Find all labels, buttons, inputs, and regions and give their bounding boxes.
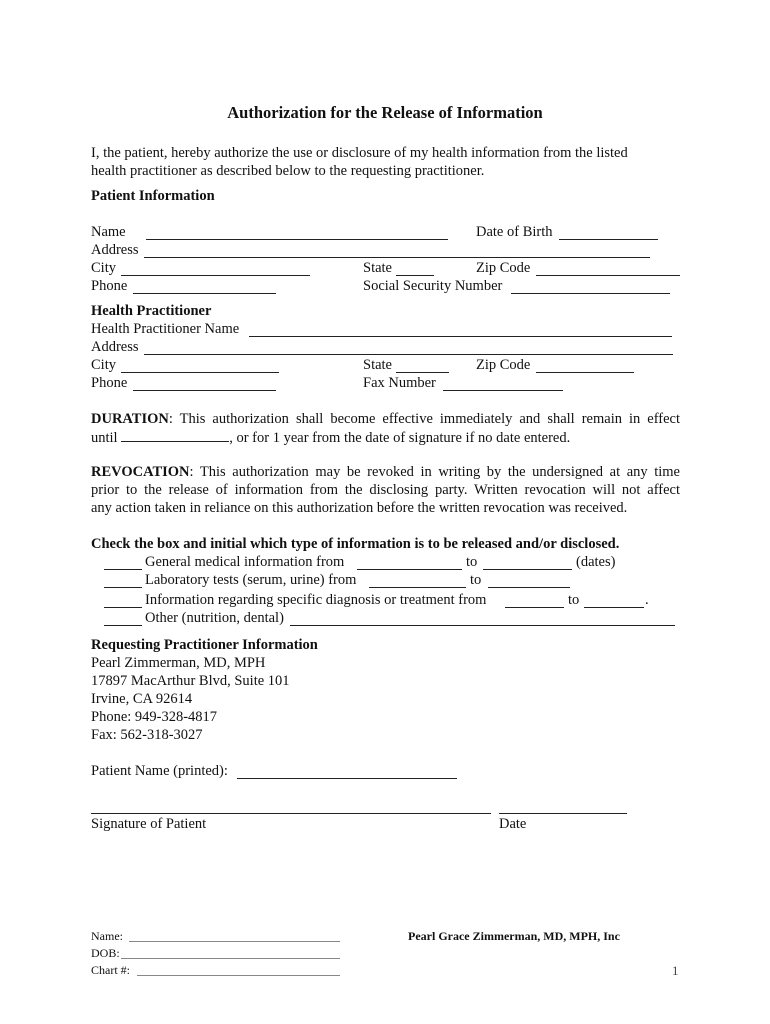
duration-paragraph (91, 410, 680, 447)
hp-fax-field[interactable] (443, 377, 563, 391)
release-item-2-initial[interactable] (104, 574, 142, 588)
revocation-line-2: prior to the release of information from the disclosing party. Written revocation will not affect (91, 482, 680, 498)
requesting-practitioner-phone: Phone: 949-328-4817 (91, 709, 218, 725)
revocation-paragraph (91, 463, 680, 517)
release-item-1-dates-label: (dates) (576, 554, 616, 570)
duration-until-label: until (91, 430, 118, 446)
duration-label: DURATION (91, 411, 169, 427)
printed-name-field[interactable] (237, 765, 457, 779)
release-item-4-field[interactable] (290, 612, 675, 626)
patient-city-field[interactable] (121, 262, 310, 276)
release-item-3-initial[interactable] (104, 594, 142, 608)
patient-dob-label: Date of Birth (476, 224, 553, 240)
patient-address-label: Address (91, 242, 139, 258)
hp-city-field[interactable] (121, 359, 279, 373)
hp-address-field[interactable] (144, 341, 673, 355)
release-item-2-label: Laboratory tests (serum, urine) from (145, 572, 357, 588)
revocation-line-1: : This authorization may be revoked in writing by the undersigned at any time (189, 464, 680, 480)
footer-dob-field[interactable] (121, 958, 340, 959)
patient-phone-field[interactable] (133, 280, 276, 294)
release-item-3-to-label: to (568, 592, 580, 608)
hp-fax-label: Fax Number (363, 375, 436, 391)
requesting-practitioner-fax: Fax: 562-318-3027 (91, 727, 203, 743)
requesting-practitioner-heading: Requesting Practitioner Information (91, 637, 318, 653)
hp-state-field[interactable] (396, 359, 449, 373)
printed-name-label: Patient Name (printed): (91, 763, 228, 779)
requesting-practitioner-address-1: 17897 MacArthur Blvd, Suite 101 (91, 673, 290, 689)
patient-info-heading: Patient Information (91, 188, 215, 204)
date-label: Date (499, 816, 527, 832)
patient-state-field[interactable] (396, 262, 434, 276)
page-number: 1 (672, 963, 679, 978)
duration-until-field[interactable] (121, 428, 229, 442)
duration-line-1: : This authorization shall become effective immediately and shall remain in effect (168, 411, 680, 427)
hp-address-label: Address (91, 339, 139, 355)
release-item-1-to[interactable] (483, 556, 572, 570)
release-item-1-from[interactable] (357, 556, 462, 570)
signature-label: Signature of Patient (91, 816, 207, 832)
patient-address-field[interactable] (144, 244, 650, 258)
hp-city-label: City (91, 357, 116, 373)
footer-dob-label: DOB: (91, 946, 120, 960)
release-item-1-to-label: to (466, 554, 478, 570)
patient-ssn-field[interactable] (511, 280, 670, 294)
patient-state-label: State (363, 260, 392, 276)
signature-field[interactable] (91, 800, 491, 814)
hp-name-field[interactable] (249, 323, 672, 337)
footer-name-label: Name: (91, 929, 123, 943)
footer-name-field[interactable] (129, 941, 340, 942)
release-item-2-to-label: to (470, 572, 482, 588)
release-item-3-label: Information regarding specific diagnosis or treatment from (145, 592, 487, 608)
hp-phone-label: Phone (91, 375, 128, 391)
hp-phone-field[interactable] (133, 377, 276, 391)
patient-name-field[interactable] (146, 226, 448, 240)
release-item-2-from[interactable] (369, 574, 466, 588)
revocation-line-3: any action taken in reliance on this authorization before the written revocation was received. (91, 500, 628, 516)
patient-phone-label: Phone (91, 278, 128, 294)
footer-chart-label: Chart #: (91, 963, 130, 977)
hp-zip-field[interactable] (536, 359, 634, 373)
release-item-3-period: . (645, 592, 649, 608)
patient-ssn-label: Social Security Number (363, 278, 503, 294)
release-item-4-label: Other (nutrition, dental) (145, 610, 284, 626)
hp-name-label: Health Practitioner Name (91, 321, 240, 337)
patient-zip-field[interactable] (536, 262, 680, 276)
footer-practice-name: Pearl Grace Zimmerman, MD, MPH, Inc (408, 929, 620, 943)
hp-state-label: State (363, 357, 392, 373)
patient-zip-label: Zip Code (476, 260, 531, 276)
patient-dob-field[interactable] (559, 226, 658, 240)
date-field[interactable] (499, 800, 627, 814)
requesting-practitioner-address-2: Irvine, CA 92614 (91, 691, 193, 707)
intro-line-1: I, the patient, hereby authorize the use or disclosure of my health information from the listed (91, 145, 628, 161)
footer-chart-field[interactable] (137, 975, 340, 976)
health-practitioner-heading: Health Practitioner (91, 303, 212, 319)
release-item-2-to[interactable] (488, 574, 570, 588)
revocation-label: REVOCATION (91, 464, 190, 480)
release-item-3-to[interactable] (584, 594, 644, 608)
requesting-practitioner-name: Pearl Zimmerman, MD, MPH (91, 655, 266, 671)
hp-zip-label: Zip Code (476, 357, 531, 373)
release-types-heading: Check the box and initial which type of information is to be released and/or disclosed. (91, 536, 620, 552)
patient-name-label: Name (91, 224, 126, 240)
release-item-1-initial[interactable] (104, 556, 142, 570)
release-item-3-from[interactable] (505, 594, 564, 608)
intro-line-2: health practitioner as described below to the requesting practitioner. (91, 163, 485, 179)
duration-line-2: , or for 1 year from the date of signature if no date entered. (229, 430, 571, 446)
release-item-1-label: General medical information from (145, 554, 345, 570)
release-item-4-initial[interactable] (104, 612, 142, 626)
page-title: Authorization for the Release of Information (227, 103, 543, 122)
patient-city-label: City (91, 260, 116, 276)
